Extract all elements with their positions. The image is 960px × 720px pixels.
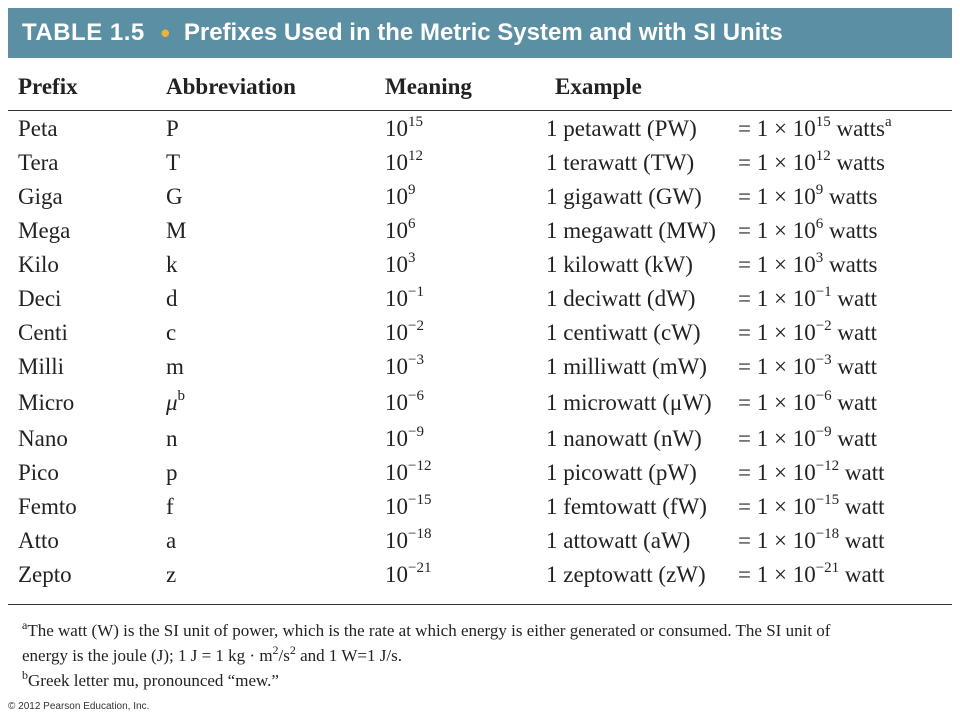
cell-abbreviation [166, 150, 180, 176]
equivalence-text: = 1 × 10 [738, 218, 816, 243]
cell-example: 1 terawatt (TW) [546, 150, 695, 175]
cell-abbreviation [166, 562, 176, 588]
footnote-b-text: Greek letter mu, pronounced “mew.” [28, 671, 279, 690]
unit-text: watt [831, 286, 878, 311]
table-title: Prefixes Used in the Metric System and with SI Units [183, 19, 783, 46]
cell-equivalence [738, 562, 885, 588]
power-exponent: −21 [408, 560, 432, 576]
cell-meaning [385, 562, 431, 588]
footnote-a-exponent2: 2 [289, 643, 296, 657]
table-row [0, 320, 960, 354]
footnotes [22, 618, 942, 693]
cell-prefix: Zepto [18, 562, 72, 587]
cell-equivalence [738, 390, 877, 416]
power-base: 10 [385, 184, 408, 209]
power-exponent: −15 [408, 492, 432, 508]
cell-example: 1 femtowatt (fW) [546, 494, 707, 519]
power-base: 10 [385, 494, 408, 519]
cell-meaning [385, 494, 431, 520]
cell-example: 1 megawatt (MW) [546, 218, 716, 243]
cell-example: 1 centiwatt (cW) [546, 320, 701, 345]
unit-text: watts [830, 150, 886, 175]
power-exponent: 6 [408, 216, 416, 232]
cell-abbreviation [166, 116, 179, 142]
cell-example: 1 microwatt (μW) [546, 390, 712, 415]
footnote-mark: b [177, 388, 186, 404]
abbreviation-text: c [166, 320, 177, 345]
table-row [0, 286, 960, 320]
power-exponent: −12 [408, 458, 432, 474]
cell-equivalence [738, 252, 878, 278]
cell-example: 1 zeptowatt (zW) [546, 562, 706, 587]
equivalence-text: = 1 × 10 [738, 320, 816, 345]
power-exponent: −2 [408, 318, 424, 334]
abbreviation-text: k [166, 252, 178, 277]
cell-equivalence [738, 528, 885, 554]
table-row [0, 460, 960, 494]
cell-equivalence [738, 494, 885, 520]
title-separator-dot: • [160, 17, 170, 48]
equivalence-text: = 1 × 10 [738, 150, 816, 175]
cell-example: 1 picowatt (pW) [546, 460, 697, 485]
cell-equivalence [738, 460, 885, 486]
cell-prefix: Deci [18, 286, 62, 311]
cell-example: 1 attowatt (aW) [546, 528, 691, 553]
equivalence-text: = 1 × 10 [738, 354, 816, 379]
unit-text: watt [839, 562, 885, 587]
cell-prefix: Giga [18, 184, 63, 209]
equivalence-text: = 1 × 10 [738, 460, 816, 485]
cell-equivalence [738, 320, 877, 346]
abbreviation-text: M [166, 218, 187, 243]
header-prefix: Prefix [18, 74, 78, 99]
equivalence-exponent: −6 [815, 388, 832, 404]
power-exponent: −3 [408, 352, 424, 368]
equivalence-text: = 1 × 10 [738, 390, 816, 415]
cell-prefix: Milli [18, 354, 65, 379]
table-row [0, 150, 960, 184]
equivalence-text: = 1 × 10 [738, 562, 816, 587]
footnote-a-exponent1: 2 [272, 643, 279, 657]
equivalence-exponent: −1 [815, 284, 832, 300]
power-base: 10 [385, 252, 408, 277]
power-exponent: 12 [408, 148, 423, 164]
table-row [0, 116, 960, 150]
power-exponent: −6 [408, 388, 424, 404]
table-row [0, 494, 960, 528]
header-meaning: Meaning [385, 74, 472, 99]
cell-equivalence [738, 184, 878, 210]
footnote-a [22, 618, 942, 643]
cell-meaning [385, 286, 424, 312]
equivalence-text: = 1 × 10 [738, 286, 816, 311]
equivalence-text: = 1 × 10 [738, 252, 816, 277]
cell-equivalence [738, 150, 885, 176]
cell-abbreviation [166, 354, 184, 380]
cell-abbreviation [166, 320, 176, 346]
unit-text: watt [831, 390, 878, 415]
unit-text: watt [839, 460, 885, 485]
table-row [0, 184, 960, 218]
power-base: 10 [385, 390, 408, 415]
cell-example: 1 gigawatt (GW) [546, 184, 702, 209]
cell-meaning [385, 252, 416, 278]
equivalence-exponent: −18 [815, 526, 840, 542]
table-row [0, 354, 960, 388]
equivalence-text: = 1 × 10 [738, 528, 816, 553]
equivalence-exponent: 9 [815, 182, 824, 198]
cell-prefix: Atto [18, 528, 59, 553]
footnote-b [22, 668, 942, 693]
cell-abbreviation [166, 494, 174, 520]
power-base: 10 [385, 286, 408, 311]
abbreviation-text: z [166, 562, 177, 587]
cell-meaning [385, 150, 423, 176]
power-exponent: 9 [408, 182, 416, 198]
footnote-a-line2 [22, 643, 942, 668]
cell-meaning [385, 528, 431, 554]
abbreviation-text: m [166, 354, 184, 379]
unit-text: watt [831, 354, 878, 379]
cell-equivalence [738, 426, 877, 452]
table-row [0, 426, 960, 460]
power-base: 10 [385, 218, 408, 243]
cell-meaning [385, 354, 424, 380]
unit-text: watt [839, 494, 885, 519]
equivalence-exponent: 6 [815, 216, 824, 232]
unit-text: watt [831, 320, 878, 345]
cell-abbreviation [166, 460, 178, 486]
cell-prefix: Nano [18, 426, 68, 451]
cell-abbreviation [166, 218, 186, 244]
equivalence-exponent: −12 [815, 458, 840, 474]
table-number: TABLE 1.5 [22, 19, 145, 46]
footnote-a-text-part3: and 1 W=1 J/s. [295, 646, 402, 665]
cell-example: 1 nanowatt (nW) [546, 426, 702, 451]
footnote-mark: a [885, 114, 892, 130]
cell-abbreviation [166, 390, 185, 416]
footnote-b-mark: b [22, 668, 28, 682]
table-title-bar [8, 8, 952, 58]
cell-prefix: Micro [18, 390, 75, 415]
table-bottom-rule [8, 604, 952, 605]
cell-equivalence [738, 286, 877, 312]
cell-example: 1 petawatt (PW) [546, 116, 697, 141]
footnote-a-text-part2: /s [278, 646, 290, 665]
power-base: 10 [385, 426, 408, 451]
cell-meaning [385, 184, 416, 210]
table-row [0, 218, 960, 252]
cell-prefix: Tera [18, 150, 59, 175]
cell-abbreviation [166, 528, 176, 554]
equivalence-exponent: −9 [815, 424, 832, 440]
equivalence-exponent: −21 [815, 560, 840, 576]
cell-example: 1 kilowatt (kW) [546, 252, 693, 277]
equivalence-text: = 1 × 10 [738, 116, 816, 141]
power-base: 10 [385, 116, 408, 141]
equivalence-text: = 1 × 10 [738, 494, 816, 519]
cell-meaning [385, 460, 431, 486]
cell-meaning [385, 320, 424, 346]
table-row [0, 252, 960, 286]
equivalence-exponent: 15 [815, 114, 831, 130]
cell-prefix: Centi [18, 320, 68, 345]
footnote-a-mark: a [22, 618, 28, 632]
power-exponent: −18 [408, 526, 432, 542]
abbreviation-text: d [166, 286, 178, 311]
power-base: 10 [385, 150, 408, 175]
unit-text: watts [823, 218, 878, 243]
cell-example: 1 milliwatt (mW) [546, 354, 707, 379]
table-row [0, 390, 960, 424]
abbreviation-text: a [166, 528, 177, 553]
power-exponent: −9 [408, 424, 424, 440]
table-row [0, 562, 960, 596]
unit-text: watts [830, 116, 886, 141]
cell-abbreviation [166, 286, 178, 312]
cell-equivalence [738, 354, 877, 380]
header-example: Example [555, 74, 642, 99]
power-base: 10 [385, 562, 408, 587]
unit-text: watts [823, 184, 878, 209]
equivalence-text: = 1 × 10 [738, 426, 816, 451]
unit-text: watt [831, 426, 878, 451]
cell-prefix: Pico [18, 460, 59, 485]
unit-text: watts [823, 252, 878, 277]
power-exponent: 15 [408, 114, 423, 130]
abbreviation-text: n [166, 426, 178, 451]
cell-equivalence [738, 116, 892, 142]
cell-prefix: Peta [18, 116, 58, 141]
power-exponent: 3 [408, 250, 416, 266]
copyright-notice: © 2012 Pearson Education, Inc. [8, 701, 150, 712]
cell-meaning [385, 116, 423, 142]
footnote-a-line1: The watt (W) is the SI unit of power, which is the rate at which energy is either generated or consumed. The SI unit of [27, 621, 831, 640]
header-abbreviation: Abbreviation [166, 74, 296, 99]
power-base: 10 [385, 528, 408, 553]
abbreviation-text: T [166, 150, 181, 175]
equivalence-exponent: −3 [815, 352, 832, 368]
abbreviation-text: p [166, 460, 178, 485]
power-base: 10 [385, 354, 408, 379]
equivalence-exponent: 3 [815, 250, 824, 266]
power-base: 10 [385, 460, 408, 485]
abbreviation-text: P [166, 116, 179, 141]
cell-abbreviation [166, 252, 178, 278]
footnote-a-text-part1: energy is the joule (J); 1 J = 1 kg · m [22, 646, 273, 665]
table-header-row [8, 66, 952, 111]
cell-equivalence [738, 218, 878, 244]
unit-text: watt [839, 528, 885, 553]
equivalence-exponent: 12 [815, 148, 831, 164]
cell-example: 1 deciwatt (dW) [546, 286, 696, 311]
cell-abbreviation [166, 184, 183, 210]
cell-meaning [385, 426, 424, 452]
power-exponent: −1 [408, 284, 424, 300]
cell-meaning [385, 390, 424, 416]
cell-prefix: Mega [18, 218, 71, 243]
equivalence-exponent: −15 [815, 492, 840, 508]
equivalence-exponent: −2 [815, 318, 832, 334]
equivalence-text: = 1 × 10 [738, 184, 816, 209]
abbreviation-text: μ [166, 390, 178, 415]
cell-abbreviation [166, 426, 178, 452]
power-base: 10 [385, 320, 408, 345]
cell-meaning [385, 218, 416, 244]
cell-prefix: Femto [18, 494, 77, 519]
abbreviation-text: f [166, 494, 174, 519]
table-row [0, 528, 960, 562]
cell-prefix: Kilo [18, 252, 59, 277]
abbreviation-text: G [166, 184, 183, 209]
